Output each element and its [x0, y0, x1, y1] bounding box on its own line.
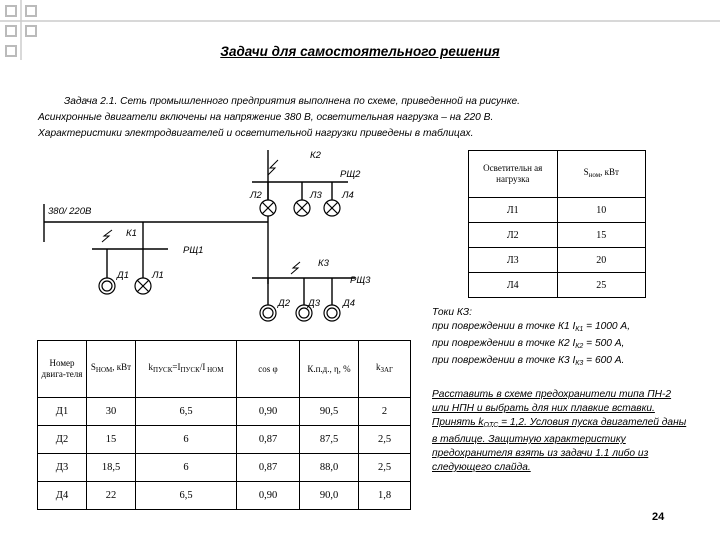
- motor-characteristics-table: [37, 340, 411, 510]
- rsh2-label: РЩ2: [340, 169, 361, 180]
- motor-d1-symbol: [99, 278, 115, 294]
- circuit-diagram: [0, 140, 470, 340]
- k2-arrow: [268, 160, 278, 175]
- header-power: $S_{НОМ}$, кВт: [87, 341, 136, 398]
- k2-label: К2: [310, 150, 321, 161]
- l1-label: Л1: [152, 270, 164, 281]
- task-intro: [38, 94, 688, 142]
- short-circuit-currents: Токи КЗ: при повреждении в точке К1 $I_{К1} = 1000$ А, при повреждении в точке К2 $I_{К2} = 500$ А, при повреждении в точке К3 $I_{К3} = 600$ А.: [432, 307, 631, 367]
- l4-label: Л4: [342, 190, 354, 201]
- intro-line-3: Характеристики электродвигателей и осветительной нагрузки приведены в таблицах.: [38, 128, 474, 139]
- header-number: Номер двига-теля: [38, 341, 87, 398]
- d2-label: Д2: [278, 298, 290, 309]
- voltage-label: 380/ 220В: [48, 206, 92, 217]
- header-k-start: $k_{ПУСК}=I_{ПУСК}/I$ $_{НОМ}$: [136, 341, 237, 398]
- k1-label: К1: [126, 228, 137, 239]
- header-load: Осветительн ая нагрузка: [469, 151, 558, 198]
- lamp-l4-symbol: [324, 200, 340, 216]
- intro-line-1: Задача 2.1. Сеть промышленного предприятия выполнена по схеме, приведенной на рисунке.: [64, 96, 521, 107]
- intro-line-2: Асинхронные двигатели включены на напряжение 380 В, осветительная нагрузка – на 220 В.: [38, 112, 494, 123]
- d4-label: Д4: [343, 298, 355, 309]
- rsh3-label: РЩ3: [350, 275, 371, 286]
- table-row: Д1 30 6,5 0,90 90,5 2: [38, 398, 411, 426]
- table-row: Л1 10: [469, 198, 646, 223]
- header-k-load: $k_{ЗАГ}$: [359, 341, 411, 398]
- page-title: Задачи для самостоятельного решения: [220, 44, 500, 59]
- header-efficiency: К.п.д., η, %: [300, 341, 359, 398]
- l2-label: Л2: [250, 190, 262, 201]
- lighting-load-table: [468, 150, 646, 298]
- k3-arrow: [291, 262, 300, 274]
- l3-label: Л3: [310, 190, 322, 201]
- page-number: 24: [652, 511, 665, 523]
- lamp-l1-symbol: [135, 278, 151, 294]
- header-cos: cos φ: [237, 341, 300, 398]
- lamp-l2-symbol: [260, 200, 276, 216]
- rsh1-label: РЩ1: [183, 245, 204, 256]
- d1-label: Д1: [117, 270, 129, 281]
- table-row: Д2 15 6 0,87 87,5 2,5: [38, 426, 411, 454]
- header-power: $S_{ном}$, кВт: [557, 151, 646, 198]
- d3-label: Д3: [308, 298, 320, 309]
- table-row: Л4 25: [469, 273, 646, 298]
- table-row: Д4 22 6,5 0,90 90,0 1,8: [38, 482, 411, 510]
- k3-label: К3: [318, 258, 329, 269]
- lamp-l3-symbol: [294, 200, 310, 216]
- table-row: Д3 18,5 6 0,87 88,0 2,5: [38, 454, 411, 482]
- table-row: Л2 15: [469, 223, 646, 248]
- motor-d4-symbol: [324, 305, 340, 321]
- table-row: Л3 20: [469, 248, 646, 273]
- motor-d2-symbol: [260, 305, 276, 321]
- task-instructions: Расставить в схеме предохранители типа ПН-2 или НПН и выбрать для них плавкие вставки. Принять $k_{ОТС} = 1,2$. Условия пуска двигателей даны в таблице. Защитную характеристику предохранителя взять из задачи 1.1 либо из следующего слайда.: [432, 389, 687, 473]
- k1-arrow: [102, 230, 112, 242]
